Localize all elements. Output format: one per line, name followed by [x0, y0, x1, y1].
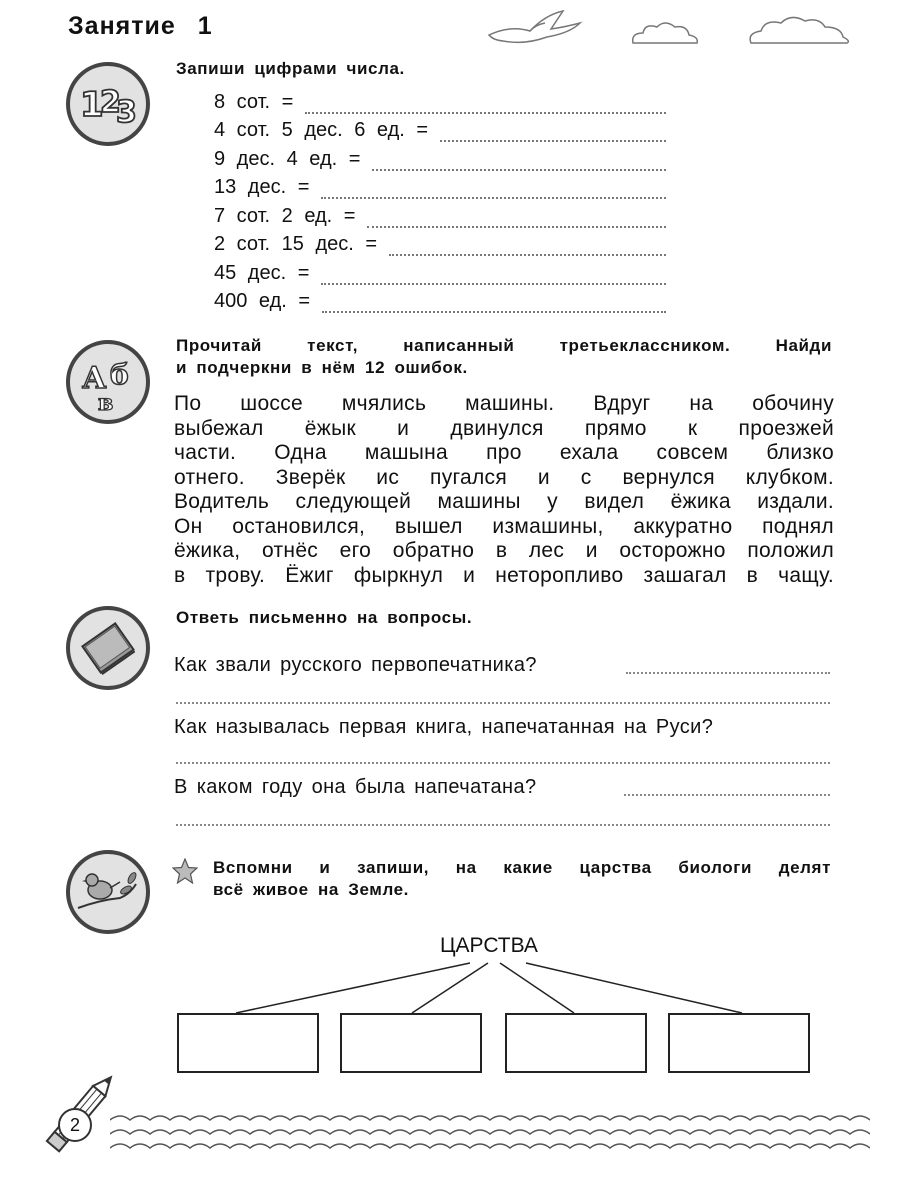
- text-line: части. Одна машына про ехала совсем близко: [174, 441, 834, 464]
- number-row-label: 45 дес. =: [214, 262, 310, 284]
- text-line: Водитель следующей машины у видел ёжика издали.: [174, 490, 834, 513]
- svg-text:1: 1: [80, 85, 104, 125]
- kingdom-box[interactable]: [505, 1013, 647, 1073]
- answer-line[interactable]: [176, 702, 830, 704]
- answer-line[interactable]: [367, 210, 666, 228]
- task4-instruction-line1: Вспомни и запиши, на какие царства биологи делят: [213, 858, 831, 877]
- number-row: [214, 228, 666, 256]
- task4-instruction-line2: всё живое на Земле.: [213, 880, 410, 899]
- lesson-title: Занятие 1: [68, 12, 213, 40]
- text-line: ёжика, отнёс его обратно в лес и осторожно положил: [174, 539, 834, 562]
- answer-line[interactable]: [176, 824, 830, 826]
- numbers-badge-icon: [66, 62, 150, 146]
- number-row: [214, 257, 666, 285]
- text-line: По шоссе мчялись машины. Вдруг на обочину: [174, 392, 834, 415]
- text-line: отнего. Зверёк ис пугался и с вернулся клубком.: [174, 465, 834, 489]
- page-number: 2: [58, 1108, 92, 1142]
- alphabet-badge-icon: [66, 340, 150, 424]
- number-row: [214, 200, 666, 228]
- number-row: [214, 114, 666, 142]
- cloud-icon: [633, 23, 698, 43]
- number-row-label: 4 сот. 5 дес. 6 ед. =: [214, 119, 429, 141]
- star-icon: [172, 858, 198, 884]
- text-line: Он остановился, вышел измашины, аккуратно поднял: [174, 514, 834, 538]
- task2-instruction-line1: Прочитай текст, написанный третьеклассником. Найди: [176, 336, 832, 355]
- kingdom-box[interactable]: [340, 1013, 482, 1073]
- answer-line[interactable]: [372, 153, 666, 171]
- number-row: [214, 285, 666, 313]
- answer-line[interactable]: [321, 267, 666, 285]
- number-row-label: 400 ед. =: [214, 290, 311, 312]
- text-line: выбежал ёжык и двинулся прямо к проезжей: [174, 416, 834, 440]
- svg-text:3: 3: [116, 95, 137, 130]
- number-row: [214, 86, 666, 114]
- svg-text:2: 2: [100, 85, 121, 120]
- kingdom-box[interactable]: [177, 1013, 319, 1073]
- book-badge-icon: [66, 606, 150, 690]
- cloud-icon: [750, 17, 848, 43]
- number-row: [214, 171, 666, 199]
- header-decoration: [485, 5, 890, 50]
- number-row-label: 13 дес. =: [214, 176, 310, 198]
- number-row-label: 8 сот. =: [214, 91, 294, 113]
- answer-line[interactable]: [624, 794, 830, 796]
- answer-line[interactable]: [626, 672, 830, 674]
- task4-instruction: [213, 858, 831, 900]
- letter-v: в: [98, 390, 114, 416]
- letter-b: б: [110, 358, 129, 391]
- bird-icon: [489, 11, 580, 42]
- kingdom-box[interactable]: [668, 1013, 810, 1073]
- bird-badge-icon: [66, 850, 150, 934]
- answer-line[interactable]: [440, 124, 666, 142]
- number-row-label: 7 сот. 2 ед. =: [214, 205, 356, 227]
- number-row: [214, 143, 666, 171]
- letter-a: А: [82, 361, 107, 396]
- wave-decoration: [110, 1108, 870, 1158]
- answer-line[interactable]: [389, 238, 666, 256]
- answer-line[interactable]: [176, 762, 830, 764]
- question-2: Как называлась первая книга, напечатанная на Руси?: [174, 716, 714, 738]
- task2-instruction: [176, 336, 832, 378]
- number-row-label: 9 дес. 4 ед. =: [214, 148, 361, 170]
- answer-line[interactable]: [321, 181, 666, 199]
- number-row-label: 2 сот. 15 дес. =: [214, 233, 378, 255]
- diagram-root-label: ЦАРСТВА: [440, 934, 538, 957]
- task2-instruction-line2: и подчеркни в нём 12 ошибок.: [176, 358, 468, 377]
- student-text: [174, 392, 834, 588]
- answer-line[interactable]: [305, 96, 666, 114]
- answer-line[interactable]: [322, 295, 666, 313]
- text-line: в трову. Ёжиг фыркнул и неторопливо зашагал в чащу.: [174, 563, 834, 587]
- task1-instruction: Запиши цифрами числа.: [176, 59, 405, 78]
- question-3: В каком году она была напечатана?: [174, 776, 537, 798]
- question-1: Как звали русского первопечатника?: [174, 654, 537, 676]
- task3-instruction: Ответь письменно на вопросы.: [176, 608, 473, 627]
